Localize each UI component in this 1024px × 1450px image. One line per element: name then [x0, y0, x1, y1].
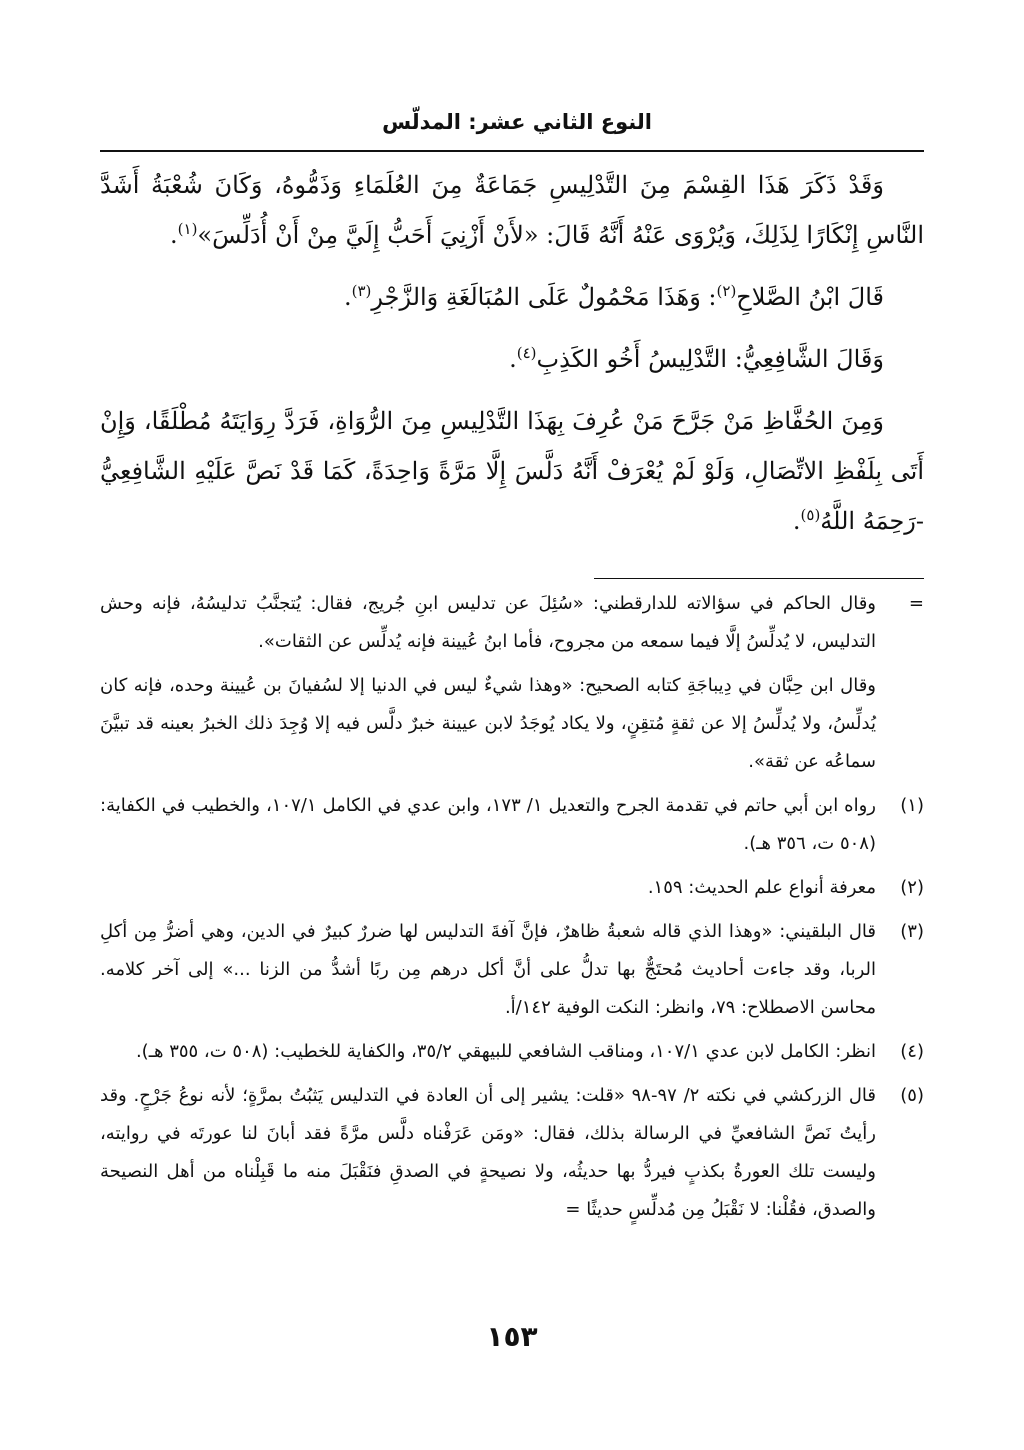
paragraph-2-text-b: : وَهَذَا مَحْمُولٌ عَلَى المُبَالَغَةِ وَالزَّجْرِ — [371, 283, 717, 311]
footnote-continuation — [100, 585, 924, 661]
page-number: ١٥٣ — [486, 1320, 538, 1353]
footnote-marker-4[interactable]: (٤) — [516, 344, 537, 362]
main-text — [100, 160, 924, 558]
paragraph-1-text: وَقَدْ ذَكَرَ هَذَا القِسْمَ مِنَ التَّدْلِيسِ جَمَاعَةٌ مِنَ العُلَمَاءِ وَذَمُّوهُ، وَكَانَ شُعْبَةُ أَشَدَّ النَّاسِ إِنْكَارًا لِذَلِكَ، وَيُرْوَى عَنْهُ أَنَّهُ قَالَ: «لأَنْ أَزْنِيَ أَحَبُّ إِلَيَّ مِنْ أَنْ أُدَلِّسَ» — [100, 171, 924, 249]
continuation-text-1: وقال الحاكم في سؤالاته للدارقطني: «سُئِلَ عن تدليس ابنِ جُريج، فقال: يُتجنَّبُ تدليسُهُ، فإنه وحش التدليس، لا يُدلِّسُ إلَّا فيما سمعه من مجروح، فأما ابنُ عُيينة فإنه يُدلِّس عن الثقات». — [100, 593, 876, 652]
footnote-text: قال البلقيني: «وهذا الذي قاله شعبةُ ظاهرٌ، فإنَّ آفةَ التدليس لها ضررٌ كبيرٌ في الدين، وهي أضرُّ مِن أكلِ الربا، وقد جاءت أحاديث مُحتَجٌّ بها تدلُّ على أنَّ أكل درهم مِن ربًا أشدُّ من الزنا ...» إلى آخر كلامه. محاسن الاصطلاح: ٧٩، وانظر: النكت الوفية ١٤٢/أ. — [100, 921, 876, 1018]
footnote-3 — [100, 913, 924, 1027]
footnote-number: (٥) — [900, 1085, 924, 1106]
footnote-2 — [100, 869, 924, 907]
paragraph-1 — [100, 160, 924, 260]
paragraph-2-end: . — [343, 283, 352, 311]
continuation-mark: = — [908, 593, 924, 614]
footnote-text: معرفة أنواع علم الحديث: ١٥٩. — [647, 877, 876, 898]
paragraph-2-text-a: قَالَ ابْنُ الصَّلاحِ — [736, 283, 884, 311]
paragraph-4 — [100, 396, 924, 546]
paragraph-3-text: وَقَالَ الشَّافِعِيُّ: التَّدْلِيسُ أَخُو الكَذِبِ — [536, 345, 884, 373]
paragraph-3 — [100, 334, 924, 384]
footnote-marker-5[interactable]: (٥) — [800, 506, 821, 524]
footnote-number: (٤) — [900, 1041, 924, 1062]
footnote-number: (٢) — [900, 877, 924, 898]
footnotes — [100, 585, 924, 1235]
paragraph-2 — [100, 272, 924, 322]
footnote-number: (٣) — [900, 921, 924, 942]
footnote-marker-2[interactable]: (٢) — [716, 282, 737, 300]
continuation-text-2: وقال ابن حِبَّان في دِيباجَةِ كتابه الصحيح: «وهذا شيءٌ ليس في الدنيا إلا لسُفيانَ بن عُيينة وحده، فإنه كان يُدلِّسُ، ولا يُدلِّسُ إلا عن ثقةٍ مُتقِنٍ، ولا يكاد يُوجَدُ لابن عيينة خبرٌ دلَّس فيه إلا وُجِدَ ذلك الخبرُ بعينه قد تبيَّنَ سماعُه عن ثقة». — [100, 675, 876, 772]
footnote-text: رواه ابن أبي حاتم في تقدمة الجرح والتعديل ١/ ١٧٣، وابن عدي في الكامل ١٠٧/١، والخطيب في الكفاية: (٥٠٨ ت، ٣٥٦ هـ). — [100, 795, 876, 854]
footnote-5 — [100, 1077, 924, 1229]
paragraph-4-text: وَمِنَ الحُفَّاظِ مَنْ جَرَّحَ مَنْ عُرِفَ بِهَذَا التَّدْلِيسِ مِنَ الرُّوَاةِ، فَرَدَّ رِوَايَتَهُ مُطْلَقًا، وَإِنْ أَتَى بِلَفْظِ الاتِّصَالِ، وَلَوْ لَمْ يُعْرَفْ أَنَّهُ دَلَّسَ إِلَّا مَرَّةً وَاحِدَةً، كَمَا قَدْ نَصَّ عَلَيْهِ الشَّافِعِيُّ -رَحِمَهُ اللَّهُ — [100, 407, 924, 535]
footnote-marker-3[interactable]: (٣) — [351, 282, 372, 300]
paragraph-3-end: . — [509, 345, 517, 373]
footnote-text: انظر: الكامل لابن عدي ١٠٧/١، ومناقب الشافعي للبيهقي ٣٥/٢، والكفاية للخطيب: (٥٠٨ ت، ٣٥٥ هـ). — [135, 1041, 876, 1062]
footnote-1 — [100, 787, 924, 863]
footnote-marker-1[interactable]: (١) — [177, 220, 198, 238]
paragraph-1-end: . — [170, 221, 178, 249]
header-rule — [100, 150, 924, 152]
footnote-separator — [594, 578, 924, 579]
paragraph-4-end: . — [792, 507, 801, 535]
running-header: النوع الثاني عشر: المدلّس — [382, 110, 652, 134]
footnote-4 — [100, 1033, 924, 1071]
footnote-text: قال الزركشي في نكته ٢/ ٩٧-٩٨ «قلت: يشير إلى أن العادة في التدليس يَثبُتُ بمرَّةٍ؛ لأنه نوعُ جَرْحٍ. وقد رأيتُ نَصَّ الشافعيِّ في الرسالة بذلك، فقال: «ومَن عَرَفْناه دلَّس مرَّةً فقد أبانَ لنا عورتَه في روايته، وليست تلك العورةُ بكذبٍ فيردُّ بها حديثُه، ولا نصيحةٍ في الصدقِ فنَقْبَلَ منه ما قَبِلْناه من أهل النصيحة والصدق، فقُلْنا: لا نَقْبَلُ مِن مُدلِّسٍ حديثًا = — [100, 1085, 876, 1220]
footnote-number: (١) — [900, 795, 924, 816]
